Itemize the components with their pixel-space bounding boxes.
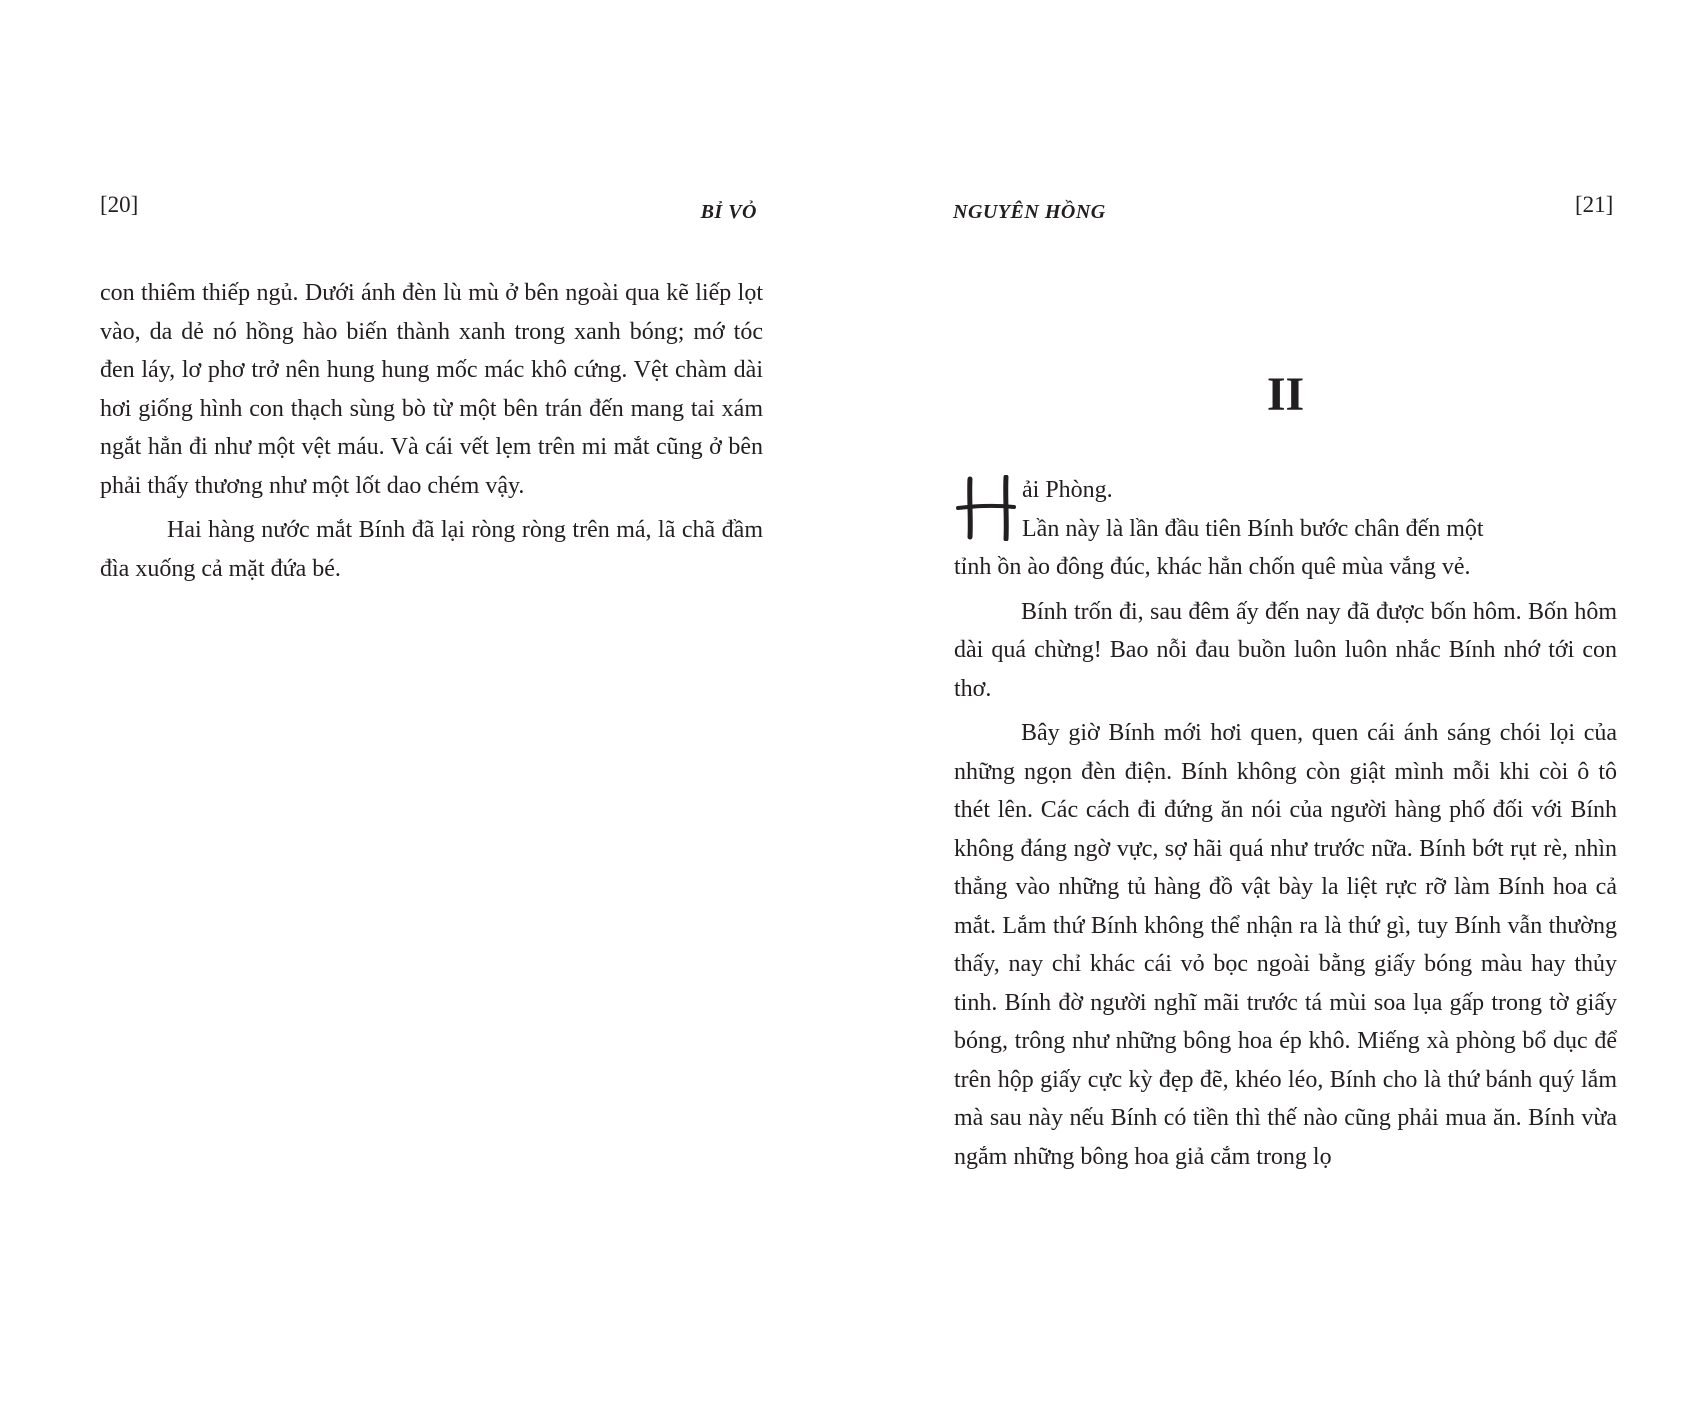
right-page — [850, 0, 1700, 1409]
running-head-author: NGUYÊN HỒNG — [953, 201, 1106, 223]
body-text — [100, 274, 763, 594]
opening-line: ải Phòng. — [1022, 477, 1113, 503]
body-text — [954, 471, 1617, 1182]
running-head-title: BỈ VỎ — [700, 201, 757, 223]
opening-paragraph — [954, 471, 1617, 548]
paragraph: Bính trốn đi, sau đêm ấy đến nay đã được bốn hôm. Bốn hôm dài quá chừng! Bao nỗi đau buồn luôn luôn nhắc Bính nhớ tới con thơ. — [954, 598, 1617, 702]
chapter-title: II — [1266, 368, 1305, 421]
paragraph: tỉnh ồn ào đông đúc, khác hẳn chốn quê mùa vắng vẻ. — [954, 554, 1471, 580]
paragraph: con thiêm thiếp ngủ. Dưới ánh đèn lù mù ở bên ngoài qua kẽ liếp lọt vào, da dẻ nó hồng hào biến thành xanh trong xanh bóng; mớ tóc đen láy, lơ phơ trở nên hung hung mốc mác khô cứng. Vệt chàm dài hơi giống hình con thạch sùng bò từ một bên trán đến mang tai xám ngắt hẳn đi như một vệt máu. Và cái vết lẹm trên mi mắt cũng ở bên phải thấy thương như một lốt dao chém vậy. — [100, 280, 763, 499]
page-number: [20] — [100, 192, 139, 217]
paragraph: Bây giờ Bính mới hơi quen, quen cái ánh sáng chói lọi của những ngọn đèn điện. Bính không còn giật mình mỗi khi còi ô tô thét lên. Các cách đi đứng ăn nói của người hàng phố đối với Bính không đáng ngờ vực, sợ hãi quá như trước nữa. Bính bớt rụt rè, nhìn thẳng vào những tủ hàng đồ vật bày la liệt rực rỡ làm Bính hoa cả mắt. Lắm thứ Bính không thể nhận ra là thứ gì, tuy Bính vẫn thường thấy, nay chỉ khác cái vỏ bọc ngoài bằng giấy bóng màu hay thủy tinh. Bính đờ người nghĩ mãi trước tá mùi soa lụa gấp trong tờ giấy bóng, trông như những bông hoa ép khô. Miếng xà phòng bổ dục để trên hộp giấy cực kỳ đẹp đẽ, khéo léo, Bính cho là thứ bánh quý lắm mà sau này nếu Bính có tiền thì thế nào cũng phải mua ăn. Bính vừa ngắm những bông hoa giả cắm trong lọ — [954, 720, 1617, 1170]
paragraph: Hai hàng nước mắt Bính đã lại ròng ròng trên má, lã chã đầm đìa xuống cả mặt đứa bé. — [100, 517, 763, 582]
page-number: [21] — [1575, 192, 1614, 217]
opening-line-2: Lần này là lần đầu tiên Bính bước chân đến một — [1022, 515, 1484, 542]
drop-cap-letter — [956, 475, 1016, 541]
